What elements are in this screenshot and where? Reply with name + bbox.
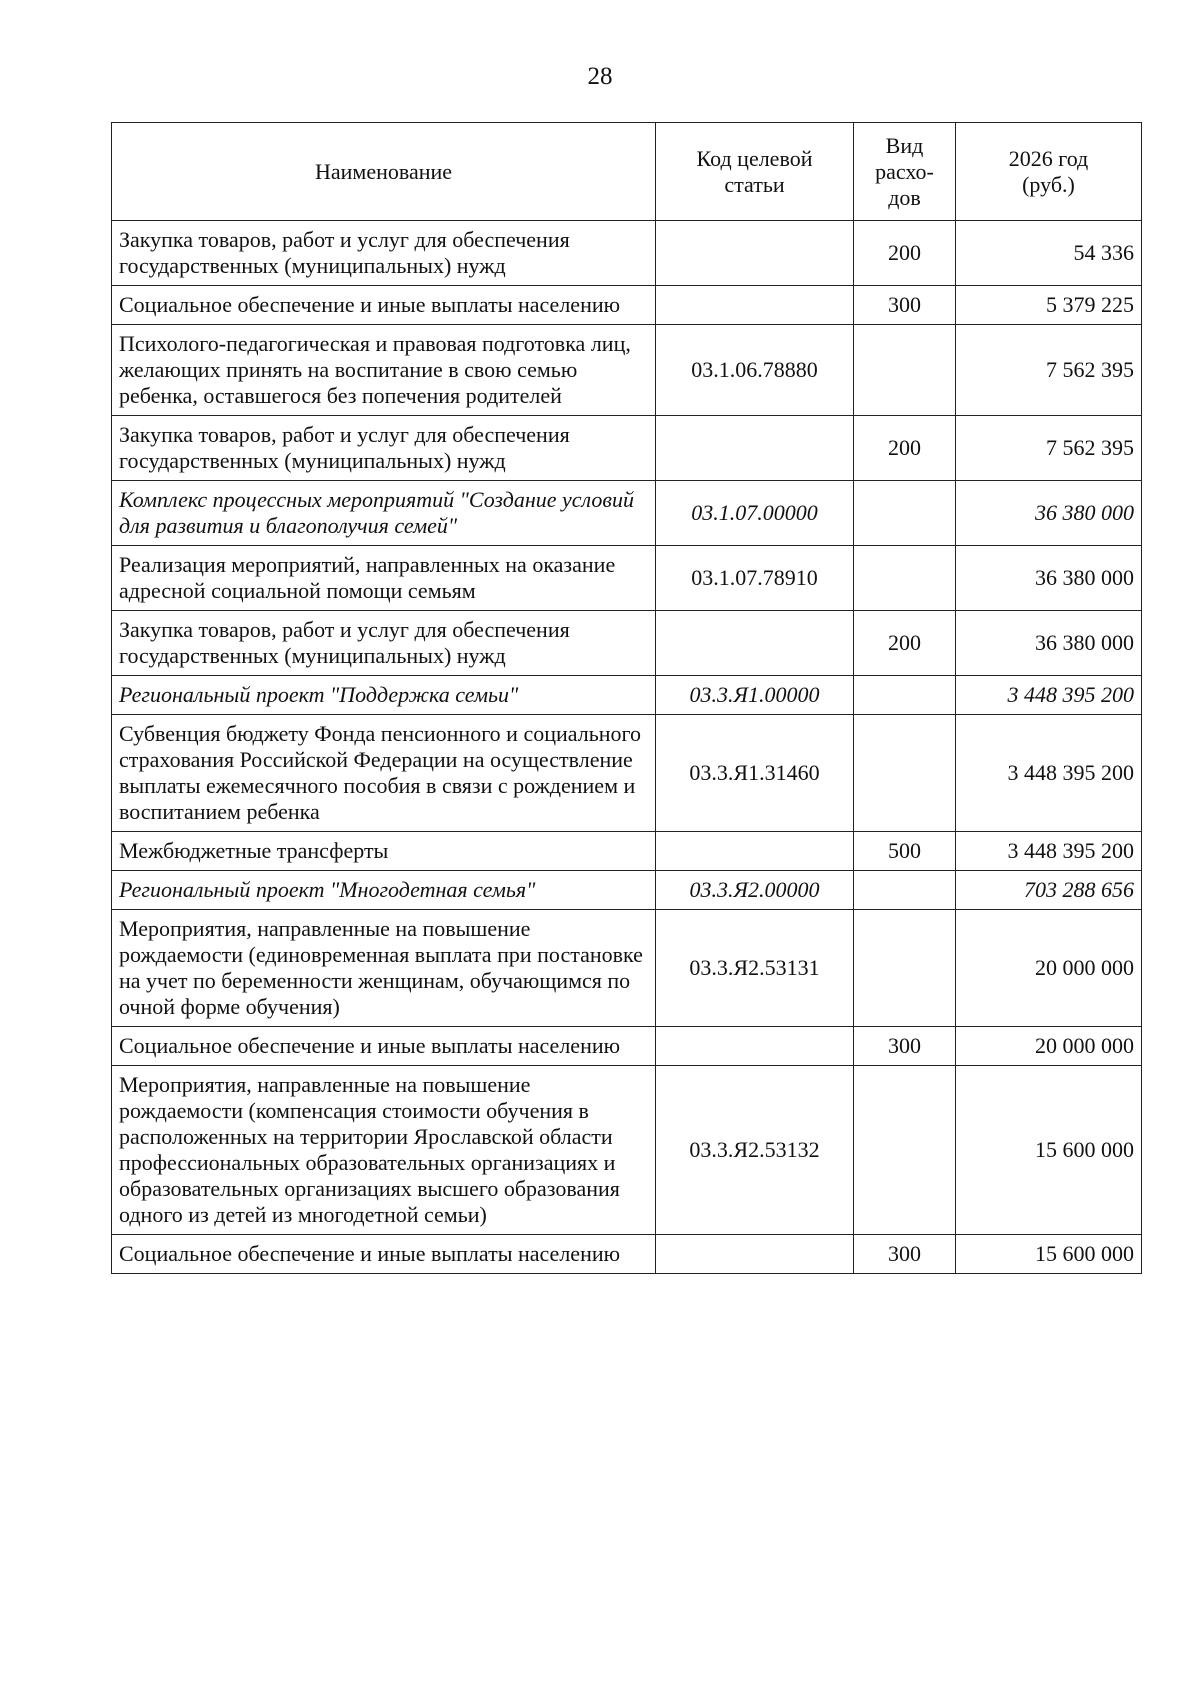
cell-code <box>656 1235 854 1274</box>
header-code: Код целевой статьи <box>656 123 854 221</box>
cell-code: 03.1.07.78910 <box>656 546 854 611</box>
cell-amount: 3 448 395 200 <box>956 676 1142 715</box>
table-row <box>112 871 1142 910</box>
table-row <box>112 676 1142 715</box>
cell-code: 03.1.07.00000 <box>656 481 854 546</box>
cell-type: 300 <box>854 1235 956 1274</box>
cell-name: Социальное обеспечение и иные выплаты населению <box>112 1235 656 1274</box>
cell-amount: 20 000 000 <box>956 910 1142 1027</box>
cell-type <box>854 1066 956 1235</box>
cell-type <box>854 546 956 611</box>
cell-code: 03.3.Я1.31460 <box>656 715 854 832</box>
table-row <box>112 1235 1142 1274</box>
cell-amount: 7 562 395 <box>956 325 1142 416</box>
table-row <box>112 286 1142 325</box>
cell-name: Закупка товаров, работ и услуг для обеспечения государственных (муниципальных) нужд <box>112 221 656 286</box>
cell-type: 200 <box>854 611 956 676</box>
table-row <box>112 481 1142 546</box>
cell-type <box>854 481 956 546</box>
cell-code: 03.3.Я1.00000 <box>656 676 854 715</box>
cell-amount: 54 336 <box>956 221 1142 286</box>
cell-name: Региональный проект "Поддержка семьи" <box>112 676 656 715</box>
cell-code <box>656 1027 854 1066</box>
cell-name: Комплекс процессных мероприятий "Создание условий для развития и благополучия семей" <box>112 481 656 546</box>
cell-name: Закупка товаров, работ и услуг для обеспечения государственных (муниципальных) нужд <box>112 611 656 676</box>
cell-amount: 7 562 395 <box>956 416 1142 481</box>
cell-name: Мероприятия, направленные на повышение рождаемости (компенсация стоимости обучения в расположенных на территории Ярославской области профессиональных образовательных организациях и образовательных организациях высшего образования одного из детей из многодетной семьи) <box>112 1066 656 1235</box>
cell-code <box>656 221 854 286</box>
table-header-row <box>112 123 1142 221</box>
table-row <box>112 416 1142 481</box>
cell-name: Мероприятия, направленные на повышение рождаемости (единовременная выплата при постановке на учет по беременности женщинам, обучающимся по очной форме обучения) <box>112 910 656 1027</box>
cell-code: 03.1.06.78880 <box>656 325 854 416</box>
table-row <box>112 546 1142 611</box>
table-row <box>112 832 1142 871</box>
cell-code <box>656 611 854 676</box>
table-row <box>112 1066 1142 1235</box>
cell-name: Социальное обеспечение и иные выплаты населению <box>112 286 656 325</box>
cell-name: Реализация мероприятий, направленных на оказание адресной социальной помощи семьям <box>112 546 656 611</box>
cell-type: 300 <box>854 286 956 325</box>
cell-type: 500 <box>854 832 956 871</box>
table-row <box>112 325 1142 416</box>
budget-table <box>111 122 1142 1274</box>
cell-amount: 703 288 656 <box>956 871 1142 910</box>
table-row <box>112 910 1142 1027</box>
cell-amount: 36 380 000 <box>956 546 1142 611</box>
cell-type: 200 <box>854 416 956 481</box>
header-amount: 2026 год (руб.) <box>956 123 1142 221</box>
cell-name: Субвенция бюджету Фонда пенсионного и социального страхования Российской Федерации на осуществление выплаты ежемесячного пособия в связи с рождением и воспитанием ребенка <box>112 715 656 832</box>
page-number: 28 <box>587 63 613 90</box>
cell-type: 200 <box>854 221 956 286</box>
cell-amount: 3 448 395 200 <box>956 715 1142 832</box>
table-row <box>112 715 1142 832</box>
header-name: Наименование <box>112 123 656 221</box>
cell-amount: 5 379 225 <box>956 286 1142 325</box>
cell-code <box>656 416 854 481</box>
cell-name: Межбюджетные трансферты <box>112 832 656 871</box>
cell-code: 03.3.Я2.00000 <box>656 871 854 910</box>
cell-amount: 15 600 000 <box>956 1066 1142 1235</box>
table-row <box>112 1027 1142 1066</box>
cell-type: 300 <box>854 1027 956 1066</box>
cell-name: Социальное обеспечение и иные выплаты населению <box>112 1027 656 1066</box>
cell-amount: 36 380 000 <box>956 611 1142 676</box>
cell-type <box>854 871 956 910</box>
header-type: Вид расхо-дов <box>854 123 956 221</box>
cell-name: Психолого-педагогическая и правовая подготовка лиц, желающих принять на воспитание в свою семью ребенка, оставшегося без попечения родителей <box>112 325 656 416</box>
table-row <box>112 611 1142 676</box>
cell-type <box>854 715 956 832</box>
cell-type <box>854 676 956 715</box>
cell-code: 03.3.Я2.53131 <box>656 910 854 1027</box>
cell-type <box>854 910 956 1027</box>
table-row <box>112 221 1142 286</box>
cell-amount: 15 600 000 <box>956 1235 1142 1274</box>
table-body <box>112 221 1142 1274</box>
cell-code: 03.3.Я2.53132 <box>656 1066 854 1235</box>
cell-amount: 3 448 395 200 <box>956 832 1142 871</box>
cell-amount: 20 000 000 <box>956 1027 1142 1066</box>
cell-name: Закупка товаров, работ и услуг для обеспечения государственных (муниципальных) нужд <box>112 416 656 481</box>
cell-type <box>854 325 956 416</box>
cell-code <box>656 286 854 325</box>
cell-amount: 36 380 000 <box>956 481 1142 546</box>
cell-code <box>656 832 854 871</box>
cell-name: Региональный проект "Многодетная семья" <box>112 871 656 910</box>
